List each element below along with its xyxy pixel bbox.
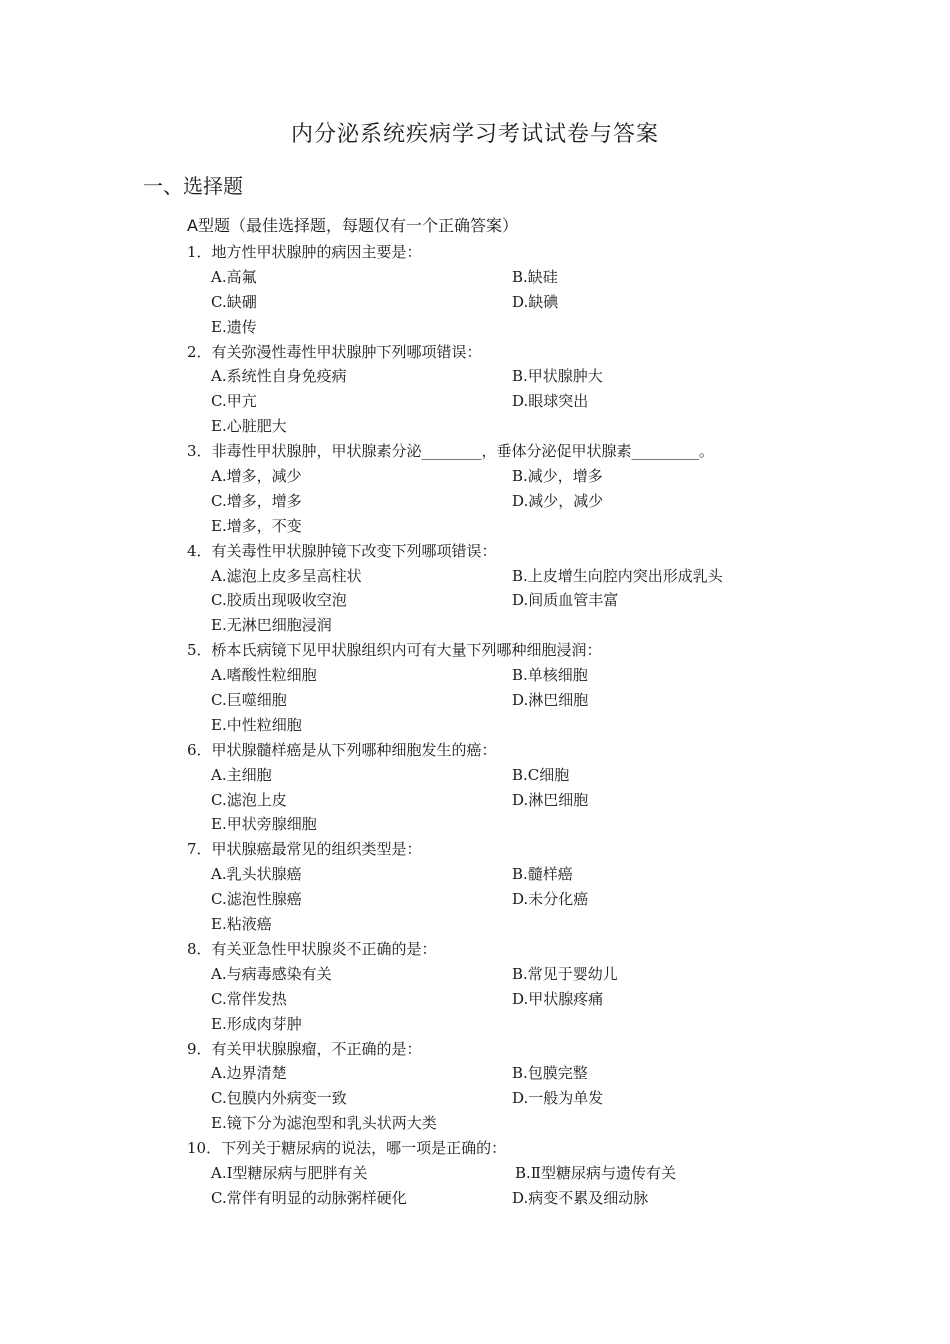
- option-c: C.胶质出现吸收空泡: [211, 591, 347, 610]
- question-stem: 4．有关毒性甲状腺肿镜下改变下列哪项错误：: [187, 541, 497, 560]
- option-a: A.Ⅰ型糖尿病与肥胖有关: [211, 1163, 368, 1182]
- question-stem: 10．下列关于糖尿病的说法，哪一项是正确的：: [187, 1139, 507, 1158]
- option-b: B.髓样癌: [512, 865, 573, 884]
- option-d: D.甲状腺疼痛: [512, 989, 604, 1008]
- option-d: D.间质血管丰富: [512, 591, 619, 610]
- option-e: E.无淋巴细胞浸润: [211, 616, 332, 635]
- question-stem: 3．非毒性甲状腺肿，甲状腺素分泌________，垂体分泌促甲状腺素_________。: [187, 442, 715, 461]
- option-d: D.眼球突出: [512, 392, 589, 411]
- question-stem: 5．桥本氏病镜下见甲状腺组织内可有大量下列哪种细胞浸润：: [187, 641, 602, 660]
- question-7: [0, 837, 950, 937]
- option-c: C.滤泡上皮: [211, 790, 287, 809]
- option-e: E.中性粒细胞: [211, 715, 302, 734]
- option-e: E.心脏肥大: [211, 417, 287, 436]
- option-a: A.与病毒感染有关: [211, 964, 332, 983]
- option-a: A.高氟: [211, 267, 257, 286]
- question-6: [0, 738, 950, 838]
- question-stem: 7．甲状腺癌最常见的组织类型是：: [187, 840, 422, 859]
- option-e: E.增多，不变: [211, 516, 302, 535]
- option-a: A.增多，减少: [211, 467, 302, 486]
- question-stem: 6．甲状腺髓样癌是从下列哪种细胞发生的癌：: [187, 740, 497, 759]
- option-e: E.形成肉芽肿: [211, 1014, 302, 1033]
- question-2: [0, 340, 950, 440]
- option-e: E.粘液癌: [211, 915, 272, 934]
- question-1: [0, 240, 950, 340]
- question-8: [0, 937, 950, 1037]
- option-a: A.乳头状腺癌: [211, 865, 302, 884]
- question-4: [0, 539, 950, 639]
- option-a: A.主细胞: [211, 765, 272, 784]
- option-b: B.单核细胞: [512, 666, 588, 685]
- option-b: B.上皮增生向腔内突出形成乳头: [512, 566, 723, 585]
- option-d: D.淋巴细胞: [512, 790, 589, 809]
- option-b: B.Ⅱ型糖尿病与遗传有关: [515, 1163, 676, 1182]
- option-a: A.滤泡上皮多呈高柱状: [211, 566, 362, 585]
- section-heading: 一、选择题: [143, 174, 243, 198]
- option-d: D.淋巴细胞: [512, 691, 589, 710]
- option-a: A.边界清楚: [211, 1064, 287, 1083]
- option-a: A.系统性自身免疫病: [211, 367, 347, 386]
- option-b: B.C细胞: [512, 765, 570, 784]
- option-d: D.未分化癌: [512, 890, 589, 909]
- option-b: B.包膜完整: [512, 1064, 588, 1083]
- option-d: D.缺碘: [512, 292, 559, 311]
- question-3: [0, 439, 950, 539]
- option-e: E.甲状旁腺细胞: [211, 815, 317, 834]
- option-a: A.嗜酸性粒细胞: [211, 666, 317, 685]
- option-d: D.减少，减少: [512, 491, 604, 510]
- option-c: C.包膜内外病变一致: [211, 1089, 347, 1108]
- option-b: B.缺硅: [512, 267, 558, 286]
- question-stem: 2．有关弥漫性毒性甲状腺肿下列哪项错误：: [187, 342, 482, 361]
- question-list: [0, 240, 950, 1211]
- option-c: C.巨噬细胞: [211, 691, 287, 710]
- option-c: C.常伴发热: [211, 989, 287, 1008]
- page-title: 内分泌系统疾病学习考试试卷与答案: [290, 122, 659, 147]
- option-d: D.病变不累及细动脉: [512, 1188, 649, 1207]
- option-d: D.一般为单发: [512, 1089, 604, 1108]
- question-stem: 1．地方性甲状腺肿的病因主要是：: [187, 243, 422, 261]
- option-c: C.甲亢: [211, 392, 257, 411]
- option-b: B.常见于婴幼儿: [512, 964, 618, 983]
- question-9: [0, 1037, 950, 1137]
- option-b: B.甲状腺肿大: [512, 367, 603, 386]
- question-stem: 9．有关甲状腺腺瘤，不正确的是：: [187, 1039, 422, 1058]
- option-e: E.镜下分为滤泡型和乳头状两大类: [211, 1114, 437, 1133]
- question-stem: 8．有关亚急性甲状腺炎不正确的是：: [187, 939, 437, 958]
- option-c: C.增多，增多: [211, 491, 302, 510]
- question-10: [0, 1136, 950, 1211]
- question-5: [0, 638, 950, 738]
- option-b: B.减少，增多: [512, 467, 603, 486]
- option-c: C.常伴有明显的动脉粥样硬化: [211, 1188, 407, 1207]
- option-e: E.遗传: [211, 317, 257, 336]
- option-c: C.滤泡性腺癌: [211, 890, 302, 909]
- subsection-heading: A型题（最佳选择题，每题仅有一个正确答案）: [187, 216, 518, 235]
- option-c: C.缺硼: [211, 292, 257, 311]
